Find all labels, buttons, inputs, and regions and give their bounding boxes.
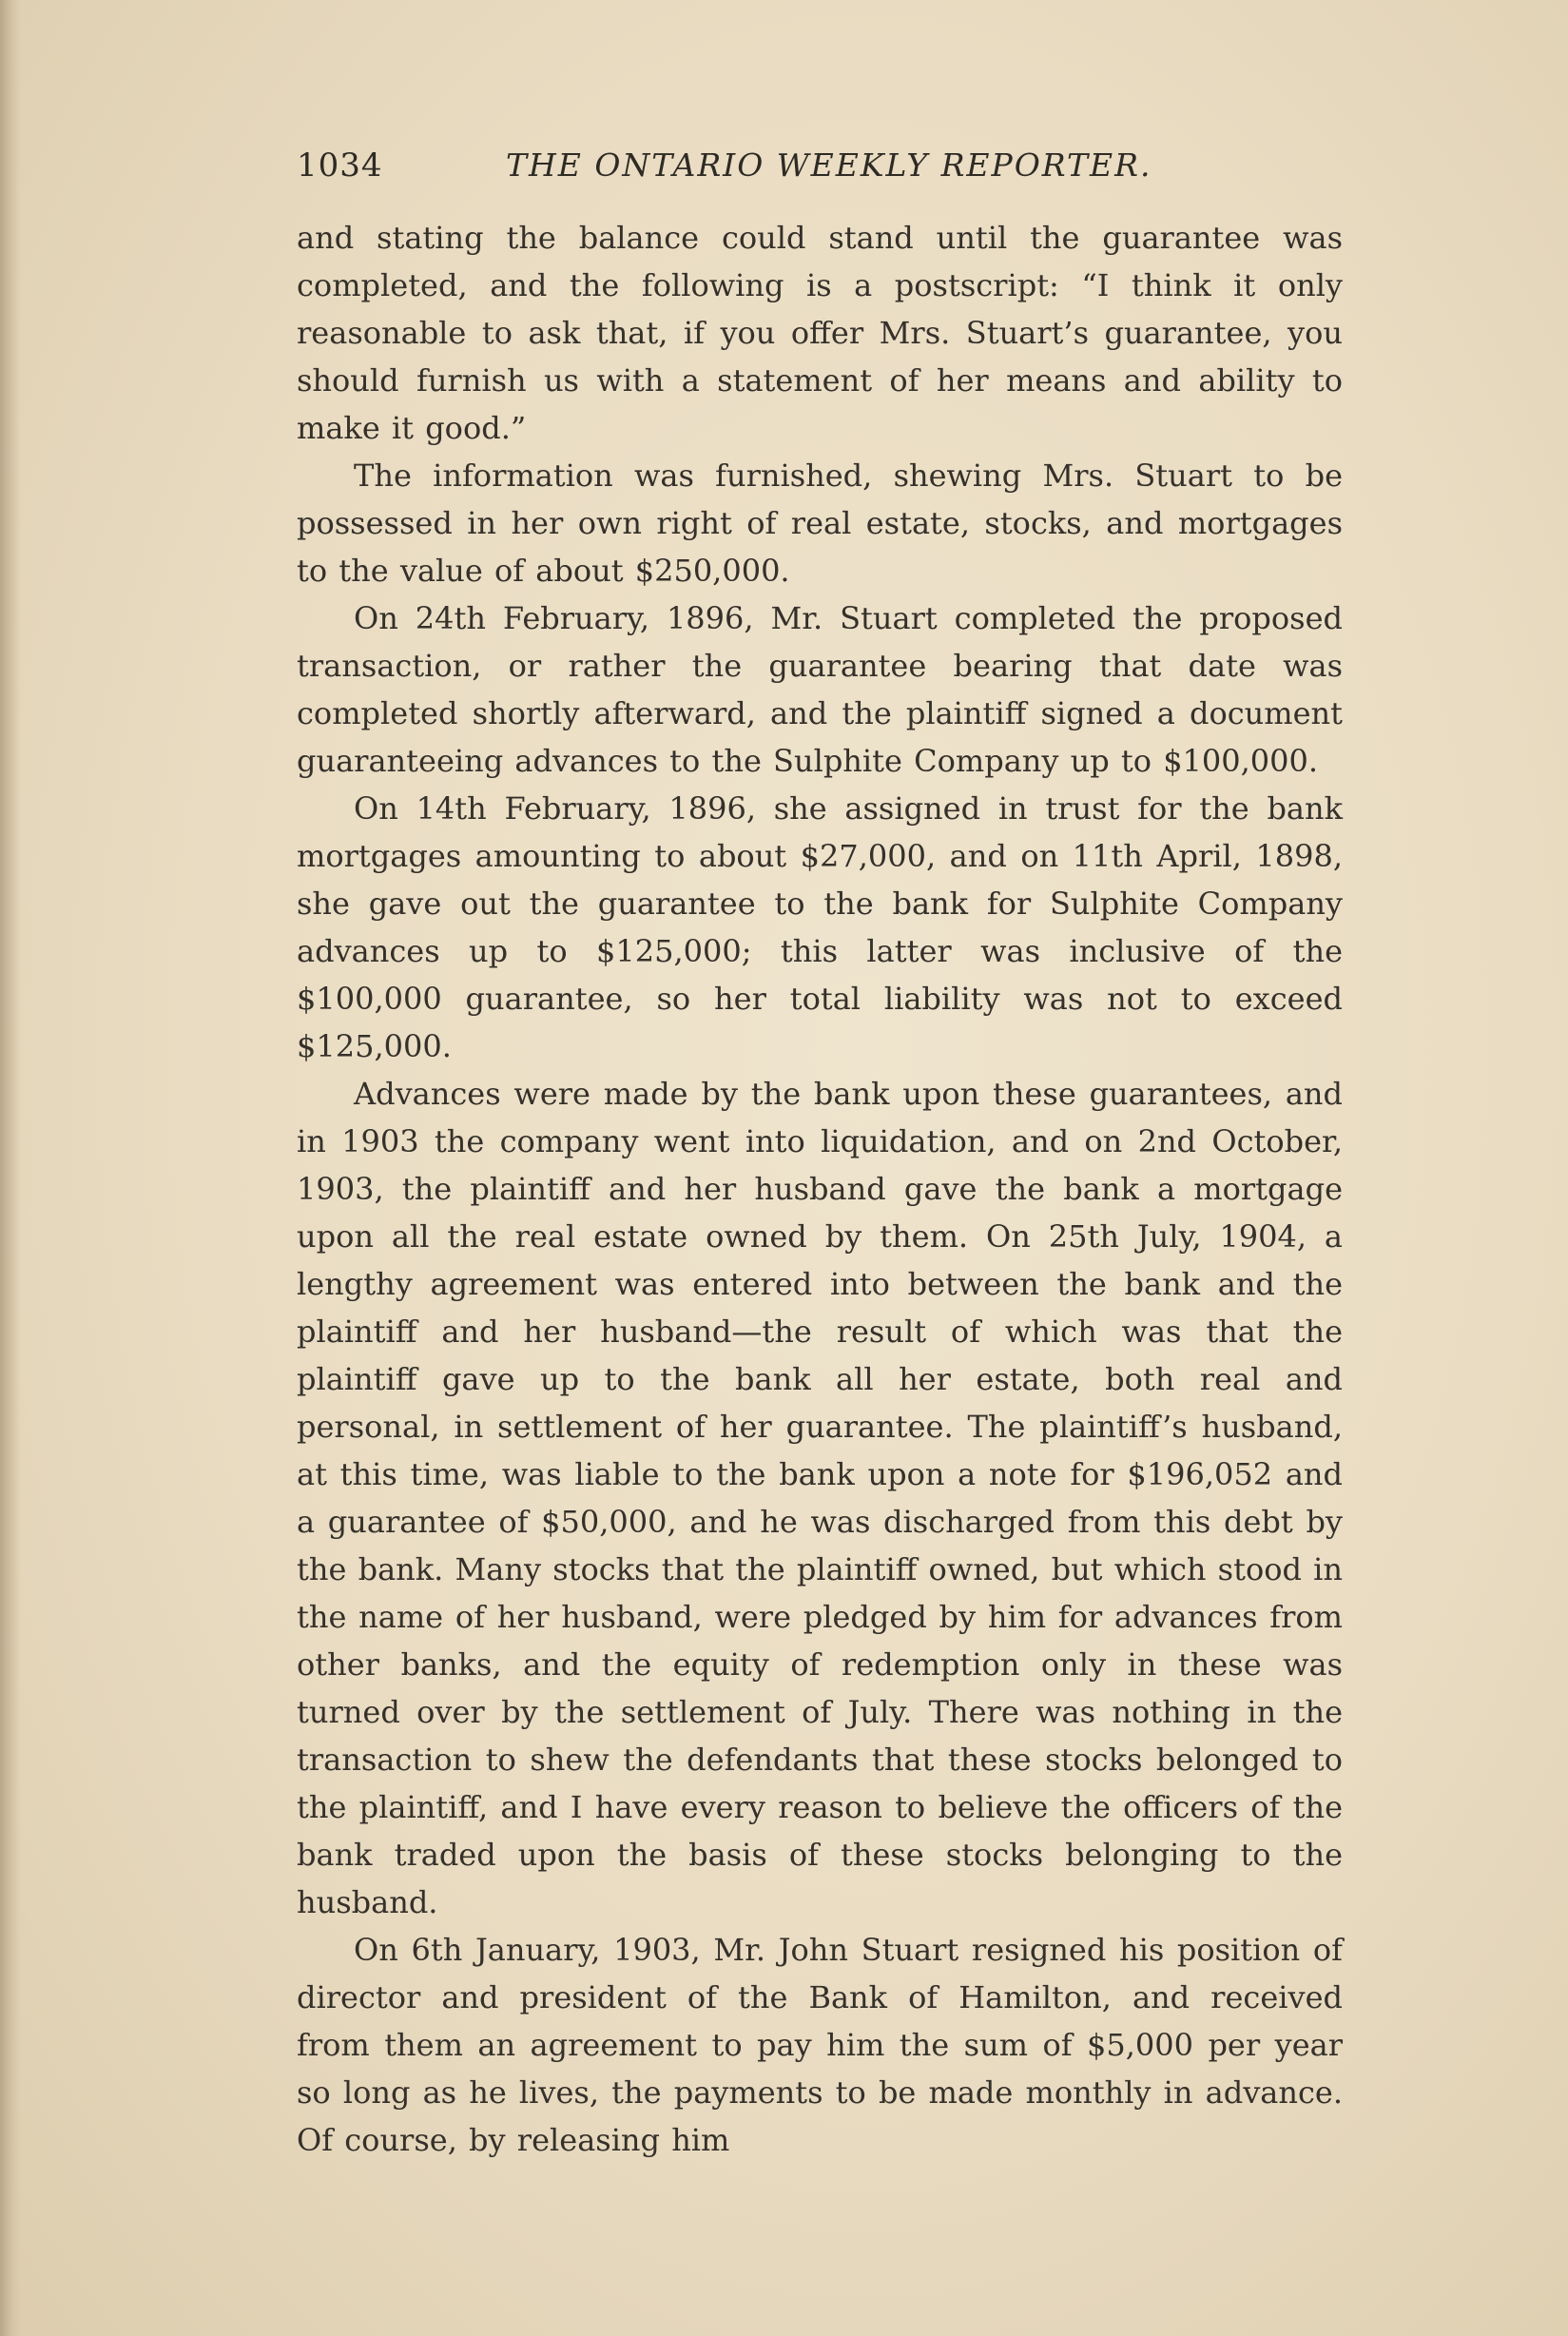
paragraph-continuation: and stating the balance could stand until the guarantee was completed, and the following is a postscript: “I think it only reasonable to ask that, if you offer Mrs. Stuart’s guarantee, you should furnish us with a statement of her means and ability to make it good.” [297,220,1343,446]
paragraph-6th-january: On 6th January, 1903, Mr. John Stuart resigned his position of director and president of the Bank of Hamilton, and received from them an agreement to pay him the sum of $5,000 per year so long as he lives, the payments to be made monthly in advance. Of course, by releasing him [297,1932,1343,2158]
paragraph-14th-february: On 14th February, 1896, she assigned in trust for the bank mortgages amounting to about $27,000, and on 11th April, 1898, she gave out the guarantee to the bank for Sulphite Company advances up to $125,000; this latter was inclusive of the $100,000 guarantee, so her total liability was not to exceed $125,000. [297,790,1343,1064]
paragraph-information-furnished: The information was furnished, shewing Mrs. Stuart to be possessed in her own right of real estate, stocks, and mortgages to the value of about $250,000. [297,457,1343,589]
page-number: 1034 [297,146,383,185]
paragraph-advances: Advances were made by the bank upon these guarantees, and in 1903 the company went into liquidation, and on 2nd October, 1903, the plaintiff and her husband gave the bank a mortgage upon all the real estate owned by them. On 25th July, 1904, a lengthy agreement was entered into between the bank and the plaintiff and her husband—the result of which was that the plaintiff gave up to the bank all her estate, both real and personal, in settlement of her guarantee. The plaintiff’s husband, at this time, was liable to the bank upon a note for $196,052 and a guarantee of $50,000, and he was discharged from this debt by the bank. Many stocks that the plaintiff owned, but which stood in the name of her husband, were pledged by him for advances from other banks, and the equity of redemption only in these was turned over by the settlement of July. There was nothing in the transaction to shew the defendants that these stocks belonged to the plaintiff, and I have every reason to believe the officers of the bank traded upon the basis of these stocks belonging to the husband. [297,1076,1343,1920]
page-binding-edge [0,0,21,2336]
page-header [297,137,1343,194]
body-text [297,214,1343,2164]
paragraph-24th-february: On 24th February, 1896, Mr. Stuart completed the proposed transaction, or rather the guarantee bearing that date was completed shortly afterward, and the plaintiff signed a document guaranteeing advances to the Sulphite Company up to $100,000. [297,600,1343,779]
running-title: THE ONTARIO WEEKLY REPORTER. [506,146,1152,184]
